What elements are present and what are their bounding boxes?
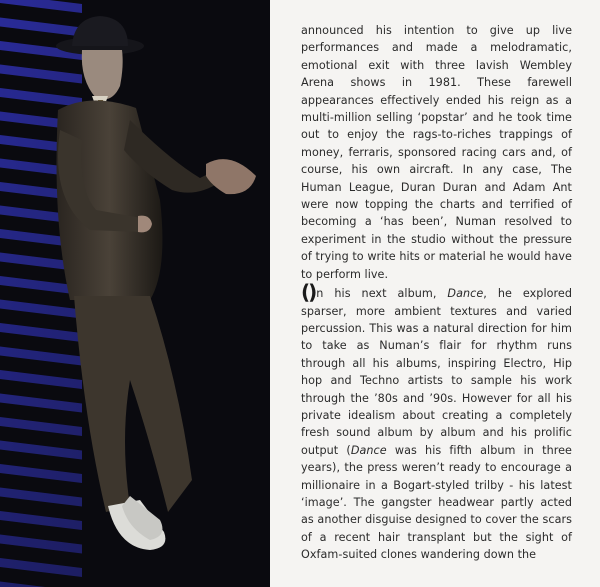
article-paragraph-1 [301, 22, 572, 283]
drop-cap-letter: () [301, 280, 316, 305]
paragraph_2-run: Dance [350, 443, 387, 457]
paragraph_2-run: was his fifth album in three years), the press weren’t ready to encourage a millionaire in a Bogart-styled trilby - his latest ‘image’. The gangster headwear partly acted as another disguise designed to cover the scars of a recent hair transplant but the sight of Oxfam-suited clones wandering down the [301, 443, 572, 562]
paragraph_2-run: , he explored sparser, more ambient textures and varied percussion. This was a natural direction for him to take as Numan’s flair for rhythm runs through all his albums, inspiring Electro, Hip hop and Techno artists to sample his work through the ’80s and ’90s. However for all his private idealism about creating a completely fresh sound album by album and his prolific output ( [301, 287, 572, 457]
paragraph_1-run: announced his intention to give up live performances and made a melodramatic, emotional exit with three lavish Wembley Arena shows in 1981. These farewell appearances effectively ended his reign as a multi-million selling ‘popstar’ and he took time out to enjoy the rags-to-riches trappings of money, ferraris, sponsored racing cars and, of course, his own aircraft. In any case, The Human League, Duran Duran and Adam Ant were now topping the charts and terrified of becoming a ‘has been’, Numan resolved to experiment in the studio without the pressure of trying to write hits or material he would have to perform live. [301, 24, 572, 281]
paragraph_2-run: n his next album, [316, 287, 448, 301]
paragraph_2-run: Dance [447, 287, 484, 301]
article-paragraph-2 [301, 280, 572, 564]
man-in-suit-and-fedora-photo [0, 0, 270, 587]
photo-panel [0, 0, 270, 587]
article-text-column [270, 0, 600, 587]
